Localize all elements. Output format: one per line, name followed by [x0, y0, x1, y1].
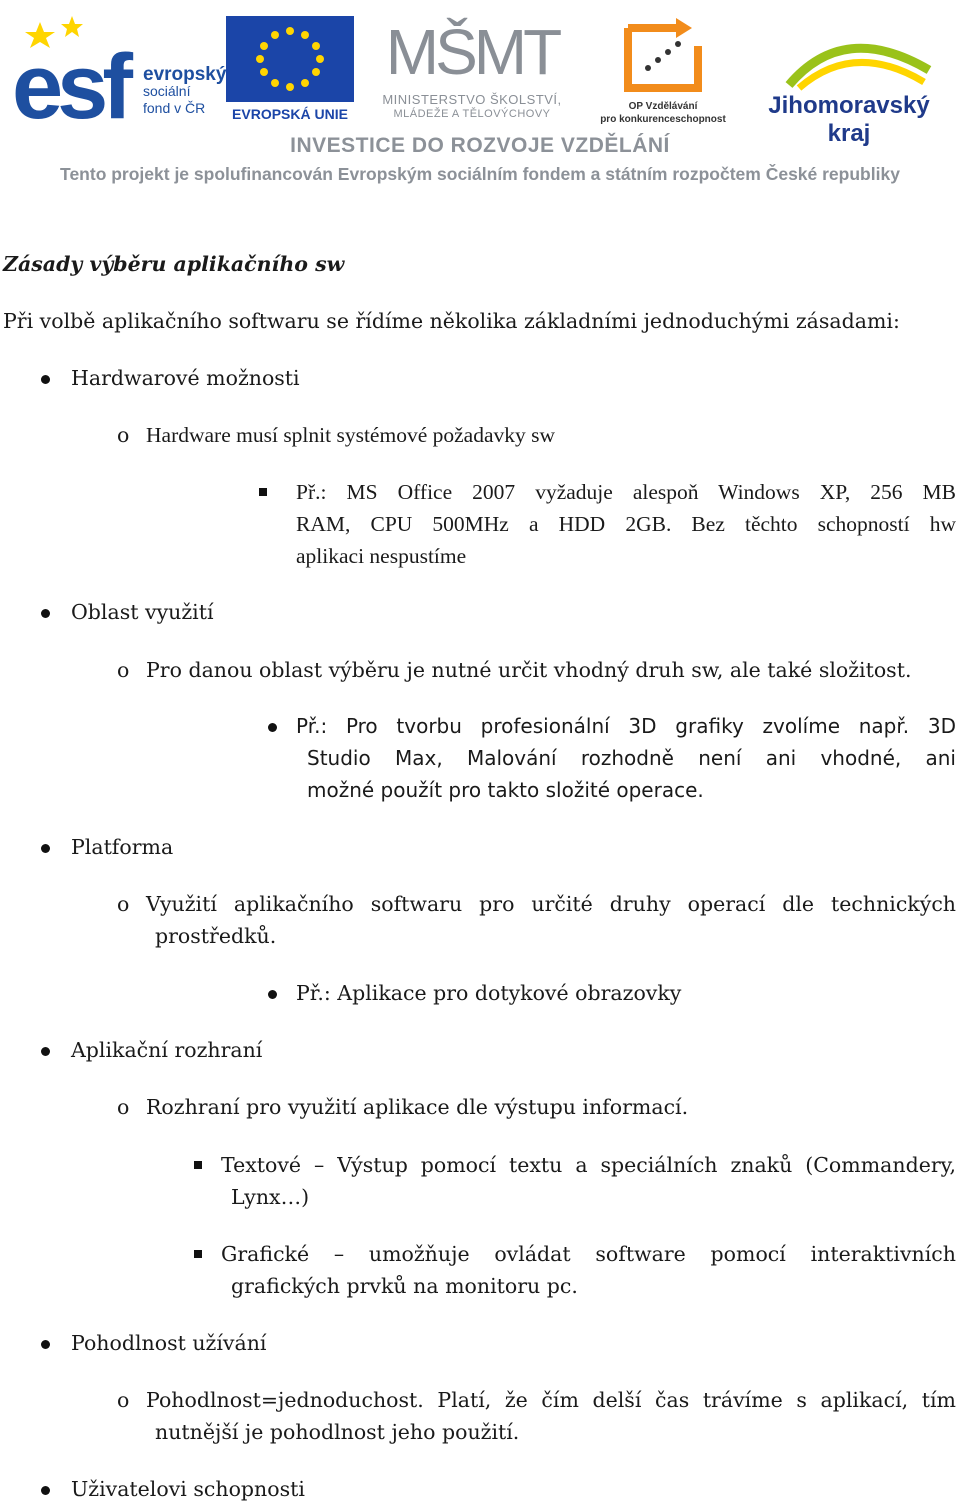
hardware-example-line1: Př.: MS Office 2007 vyžaduje alespoň Windows XP, 256 MB [296, 480, 956, 504]
bullet-disc-icon [41, 844, 50, 853]
bullet-circle-icon: o [117, 658, 130, 682]
usage-example-line1: Př.: Pro tvorbu profesionální 3D grafiky zvolíme např. 3D [296, 714, 956, 738]
section-user-skills-heading: Uživatelovi schopnosti [71, 1477, 305, 1501]
section-comfort-heading: Pohodlnost užívání [71, 1331, 267, 1355]
hardware-example-line2: RAM, CPU 500MHz a HDD 2GB. Bez těchto schopností hw [296, 512, 956, 536]
section-platform-heading: Platforma [71, 835, 174, 859]
interface-text-line1: Textové – Výstup pomocí textu a speciálních znaků (Commandery, [221, 1153, 956, 1177]
svg-text:esf: esf [12, 36, 127, 138]
op-line1: OP Vzdělávání [628, 101, 698, 112]
esf-line2: sociální [143, 83, 191, 99]
esf-caption [143, 66, 226, 117]
bullet-square-icon [259, 488, 267, 496]
platform-example: Př.: Aplikace pro dotykové obrazovky [296, 981, 682, 1005]
bullet-circle-icon: o [117, 1388, 130, 1412]
invest-heading: INVESTICE DO ROZVOJE VZDĚLÁNÍ [290, 134, 670, 157]
comfort-description-line1: Pohodlnost=jednoduchost. Platí, že čím delší čas trávíme s aplikací, tím [146, 1388, 956, 1412]
msmt-line1: MINISTERSTVO ŠKOLSTVÍ, [382, 92, 562, 107]
cofunding-note: Tento projekt je spolufinancován Evropským sociálním fondem a státním rozpočtem České republiky [60, 164, 900, 184]
bullet-disc-icon [41, 609, 50, 618]
section-hardware-heading: Hardwarové možnosti [71, 366, 300, 390]
section-interface-heading: Aplikační rozhraní [71, 1038, 263, 1062]
bullet-circle-icon: o [117, 892, 130, 916]
document-title: Zásady výběru aplikačního sw [3, 252, 345, 276]
bullet-circle-icon: o [117, 423, 130, 447]
op-line2: pro konkurenceschopnost [600, 114, 726, 125]
usage-example-line3: možné použít pro takto složité operace. [307, 778, 704, 802]
platform-description-line1: Využití aplikačního softwaru pro určité druhy operací dle technických [146, 892, 956, 916]
eu-label: EVROPSKÁ UNIE [232, 106, 348, 122]
msmt-caption [362, 92, 582, 122]
bullet-square-icon [194, 1250, 202, 1258]
comfort-description-line2: nutnější je pohodlnost jeho použití. [155, 1420, 520, 1444]
interface-graphic-line1: Grafické – umožňuje ovládat software pomocí interaktivních [221, 1242, 956, 1266]
interface-text-line2: Lynx…) [231, 1185, 310, 1209]
bullet-disc-icon [41, 1486, 50, 1495]
logo-header [0, 0, 960, 200]
bullet-disc-icon [41, 1340, 50, 1349]
esf-line3: fond v ČR [143, 100, 206, 116]
bullet-disc-icon [268, 990, 277, 999]
bullet-square-icon [194, 1161, 202, 1169]
op-logo [588, 16, 738, 126]
interface-graphic-line2: grafických prvků na monitoru pc. [231, 1274, 578, 1298]
eu-flag-icon [226, 16, 354, 102]
platform-description-line2: prostředků. [155, 924, 277, 948]
esf-mark-icon [10, 14, 135, 138]
op-mark-icon [618, 16, 708, 96]
msmt-mark-icon [385, 12, 559, 88]
msmt-line2: MLÁDEŽE A TĚLOVÝCHOVY [393, 108, 551, 120]
bullet-disc-icon [41, 1047, 50, 1056]
intro-paragraph: Při volbě aplikačního softwaru se řídíme několika základními jednoduchými zásadami: [3, 309, 900, 333]
jmk-label: Jihomoravský kraj [768, 92, 930, 147]
eu-logo [226, 16, 354, 124]
jmk-logo [744, 30, 954, 147]
esf-logo [10, 14, 227, 138]
usage-description: Pro danou oblast výběru je nutné určit vhodný druh sw, ale také složitost. [146, 658, 912, 682]
svg-text:MŠMT: MŠMT [385, 16, 559, 88]
esf-line1: evropský [143, 64, 227, 85]
bullet-circle-icon: o [117, 1095, 130, 1119]
section-usage-heading: Oblast využití [71, 600, 214, 624]
bullet-disc-icon [268, 723, 277, 732]
usage-example-line2: Studio Max, Malování rozhodně není ani vhodné, ani [307, 746, 956, 770]
hardware-requirement: Hardware musí splnit systémové požadavky sw [146, 423, 556, 447]
interface-description: Rozhraní pro využití aplikace dle výstupu informací. [146, 1095, 689, 1119]
bullet-disc-icon [41, 375, 50, 384]
jmk-mark-icon [784, 30, 934, 92]
msmt-logo [362, 12, 582, 124]
op-caption [588, 100, 738, 126]
hardware-example-line3: aplikaci nespustíme [296, 544, 467, 568]
